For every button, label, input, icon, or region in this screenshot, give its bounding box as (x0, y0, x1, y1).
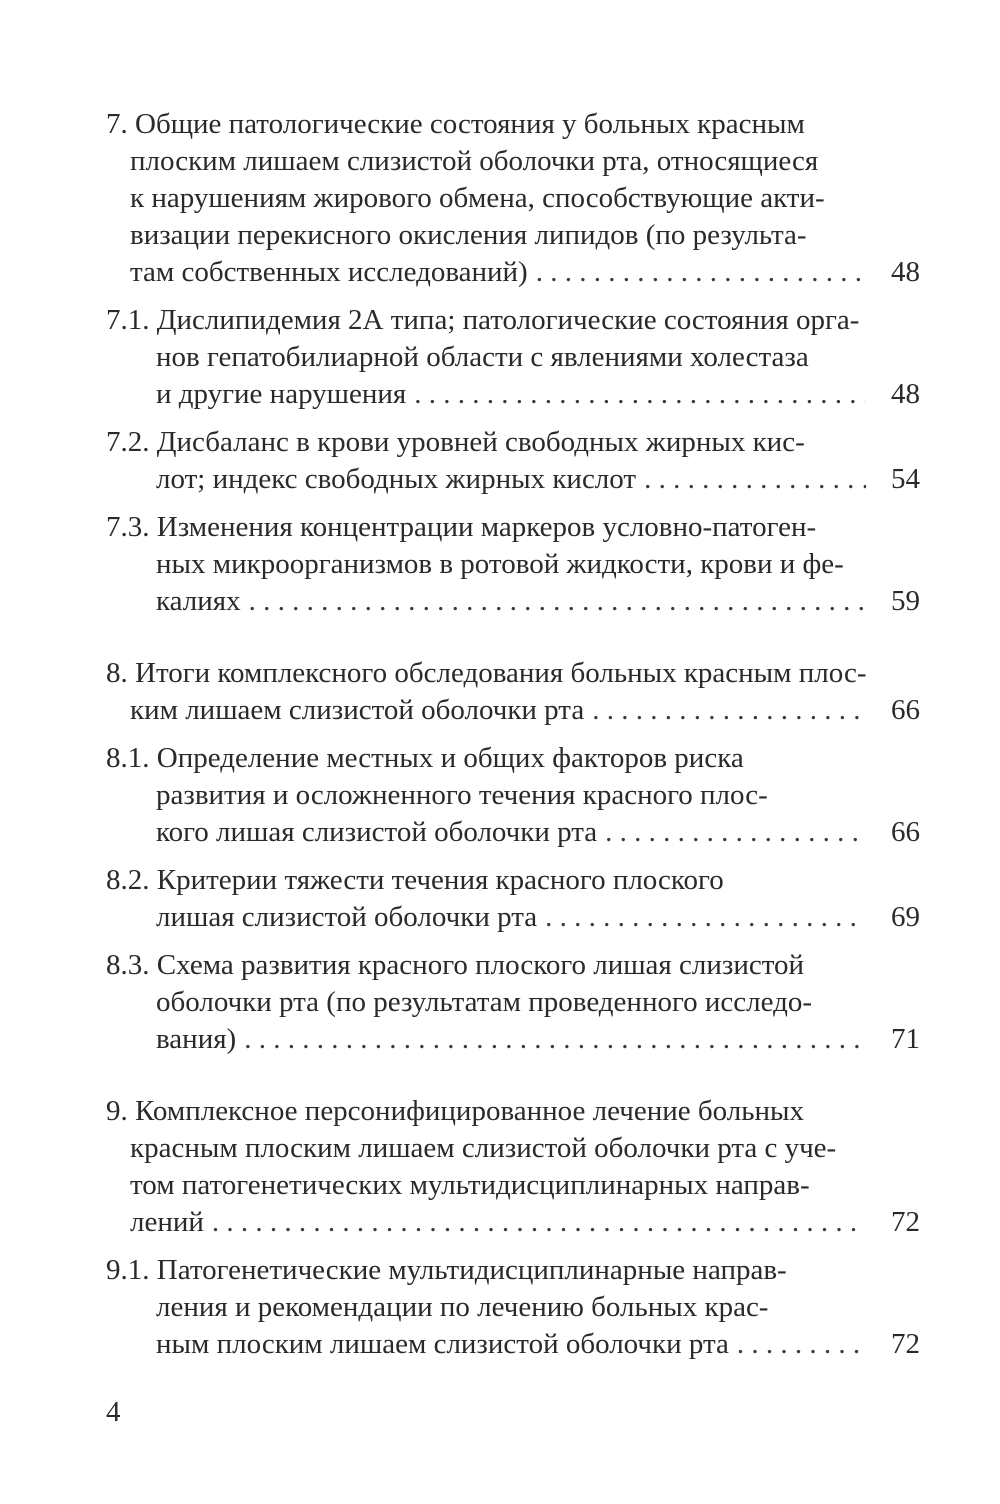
toc-page-number: 66 (891, 694, 920, 726)
toc-entry-line: плоским лишаем слизистой оболочки рта, относящиеся (130, 145, 819, 177)
toc-entry-s8-2[interactable] (106, 862, 920, 936)
toc-page-number: 59 (891, 585, 920, 617)
entry-spacer (106, 729, 920, 740)
toc-entry-s7[interactable] (106, 106, 920, 291)
dot-leader (244, 1021, 866, 1058)
dot-leader (605, 814, 866, 851)
toc-entry-line: к нарушениям жирового обмена, способствующие акти- (130, 182, 825, 214)
page-number: 4 (106, 1396, 121, 1428)
toc-entry-line: нов гепатобилиарной области с явлениями холестаза (156, 341, 809, 373)
toc-entry-last-line (106, 1204, 920, 1241)
toc-entry-line: кого лишая слизистой оболочки рта (156, 816, 598, 848)
toc-entry-s8-3[interactable] (106, 947, 920, 1058)
toc-entry-line: 8.3. Схема развития красного плоского лишая слизистой (106, 949, 805, 981)
toc-page-number: 69 (891, 901, 920, 933)
entry-spacer (106, 291, 920, 302)
toc-entry-line: 7. Общие патологические состояния у больных красным (106, 108, 805, 140)
toc-entry-last-line (106, 814, 920, 851)
toc-entry-line: том патогенетических мультидисциплинарных направ- (130, 1169, 810, 1201)
toc-entry-last-line (106, 1326, 920, 1363)
toc-entry-line: 7.2. Дисбаланс в крови уровней свободных жирных кис- (106, 426, 805, 458)
toc-entry-line: там собственных исследований) (130, 256, 528, 288)
toc-entry-s8-1[interactable] (106, 740, 920, 851)
toc-page-number: 72 (891, 1328, 920, 1360)
dot-leader (212, 1204, 866, 1241)
toc-entry-s7-2[interactable] (106, 424, 920, 498)
toc-entry-last-line (106, 692, 920, 729)
toc-entry-line: ления и рекомендации по лечению больных крас- (156, 1291, 769, 1323)
entry-spacer (106, 936, 920, 947)
dot-leader (249, 583, 866, 620)
table-of-contents (106, 106, 920, 1363)
toc-entry-line: ных микроорганизмов в ротовой жидкости, крови и фе- (156, 548, 844, 580)
entry-spacer (106, 498, 920, 509)
dot-leader (737, 1326, 866, 1363)
toc-entry-last-line (106, 583, 920, 620)
toc-entry-s7-1[interactable] (106, 302, 920, 413)
toc-entry-line: ным плоским лишаем слизистой оболочки рта (156, 1328, 729, 1360)
toc-page-number: 48 (891, 256, 920, 288)
toc-entry-line: визации перекисного окисления липидов (по результа- (130, 219, 807, 251)
toc-entry-last-line (106, 461, 920, 498)
entry-spacer (106, 851, 920, 862)
dot-leader (414, 376, 866, 413)
toc-entry-s9-1[interactable] (106, 1252, 920, 1363)
dot-leader (644, 461, 866, 498)
toc-entry-line: и другие нарушения (156, 378, 407, 410)
dot-leader (545, 899, 866, 936)
toc-entry-line: оболочки рта (по результатам проведенного исследо- (156, 986, 813, 1018)
toc-entry-line: 8.1. Определение местных и общих факторов риска (106, 742, 744, 774)
toc-entry-line: вания) (156, 1023, 237, 1055)
toc-entry-line: развития и осложненного течения красного плос- (156, 779, 768, 811)
toc-entry-line: лот; индекс свободных жирных кислот (156, 463, 637, 495)
toc-entry-line: ким лишаем слизистой оболочки рта (130, 694, 585, 726)
toc-entry-last-line (106, 899, 920, 936)
toc-entry-line: калиях (156, 585, 241, 617)
toc-page-number: 66 (891, 816, 920, 848)
toc-entry-line: 9.1. Патогенетические мультидисциплинарные направ- (106, 1254, 787, 1286)
toc-entry-line: 7.1. Дислипидемия 2А типа; патологические состояния орга- (106, 304, 860, 336)
toc-entry-line: 8. Итоги комплексного обследования больных красным плос- (106, 657, 867, 689)
dot-leader (536, 254, 866, 291)
toc-entry-last-line (106, 1021, 920, 1058)
toc-page-number: 72 (891, 1206, 920, 1238)
toc-page-number: 71 (891, 1023, 920, 1055)
entry-spacer (106, 1241, 920, 1252)
toc-entry-last-line (106, 376, 920, 413)
dot-leader (592, 692, 866, 729)
toc-page-number: 54 (891, 463, 920, 495)
toc-entry-s7-3[interactable] (106, 509, 920, 620)
entry-spacer (106, 620, 920, 655)
toc-entry-last-line (106, 254, 920, 291)
entry-spacer (106, 1058, 920, 1093)
entry-spacer (106, 413, 920, 424)
toc-entry-line: 9. Комплексное персонифицированное лечение больных (106, 1095, 804, 1127)
toc-entry-line: лений (130, 1206, 204, 1238)
toc-entry-line: лишая слизистой оболочки рта (156, 901, 538, 933)
toc-entry-line: 8.2. Критерии тяжести течения красного плоского (106, 864, 724, 896)
toc-page-number: 48 (891, 378, 920, 410)
toc-entry-s8[interactable] (106, 655, 920, 729)
toc-entry-line: красным плоским лишаем слизистой оболочки рта с уче- (130, 1132, 837, 1164)
toc-entry-s9[interactable] (106, 1093, 920, 1241)
toc-entry-line: 7.3. Изменения концентрации маркеров условно-патоген- (106, 511, 817, 543)
